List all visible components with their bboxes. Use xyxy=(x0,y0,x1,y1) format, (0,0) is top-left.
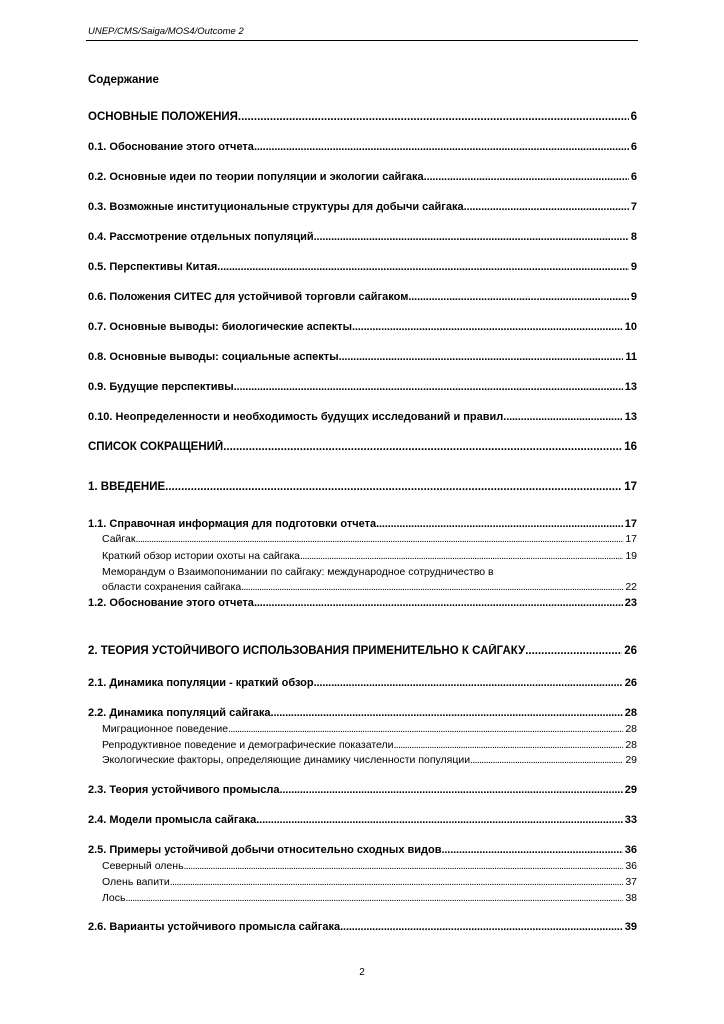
dot-leader xyxy=(241,580,623,594)
toc-entry-page: 17 xyxy=(624,481,637,493)
toc-entry[interactable] xyxy=(88,380,637,394)
dot-leader xyxy=(271,706,623,720)
toc-entry[interactable] xyxy=(88,580,637,594)
toc-entry-page: 8 xyxy=(630,231,637,243)
toc-entry-page: 36 xyxy=(625,860,637,872)
toc-entry[interactable] xyxy=(88,596,637,610)
toc-entry[interactable] xyxy=(88,110,637,124)
dot-leader xyxy=(223,440,622,454)
toc-entry-title: Лось xyxy=(102,892,126,904)
dot-leader xyxy=(352,320,623,334)
toc-entry-page: 39 xyxy=(624,921,637,933)
dot-leader xyxy=(228,722,623,736)
dot-leader xyxy=(424,170,629,184)
toc-entry-title: Краткий обзор истории охоты на сайгака xyxy=(102,550,301,562)
dot-leader xyxy=(254,140,629,154)
dot-leader xyxy=(340,920,623,934)
toc-entry-page: 19 xyxy=(625,550,637,562)
toc-entry-title: 2. ТЕОРИЯ УСТОЙЧИВОГО ИСПОЛЬЗОВАНИЯ ПРИМЕНИТЕЛЬНО К САЙГАКУ xyxy=(88,645,526,657)
toc-entry[interactable] xyxy=(88,140,637,154)
dot-leader xyxy=(314,676,623,690)
header-rule xyxy=(86,40,638,41)
toc-entry[interactable] xyxy=(88,738,637,752)
toc-entry[interactable] xyxy=(88,644,637,658)
dot-leader xyxy=(238,110,629,124)
toc-entry[interactable] xyxy=(88,891,637,905)
toc-entry[interactable] xyxy=(88,200,637,214)
toc-entry-page: 17 xyxy=(624,518,637,530)
dot-leader xyxy=(441,843,622,857)
toc-entry-page: 26 xyxy=(624,677,637,689)
toc-entry[interactable] xyxy=(88,843,637,857)
toc-entry[interactable] xyxy=(88,260,637,274)
toc-entry-title: 0.1. Обоснование этого отчета xyxy=(88,141,254,153)
toc-entry-title: 2.4. Модели промысла сайгака xyxy=(88,814,257,826)
toc-entry-page: 9 xyxy=(630,291,637,303)
toc-entry[interactable] xyxy=(88,722,637,736)
toc-entry[interactable] xyxy=(88,532,637,546)
toc-entry-page: 13 xyxy=(624,381,637,393)
toc-entry-title: 0.6. Положения СИТЕС для устойчивой торговли сайгаком xyxy=(88,291,409,303)
toc-entry-page: 6 xyxy=(630,141,637,153)
dot-leader xyxy=(314,230,629,244)
toc-entry-page: 7 xyxy=(630,201,637,213)
dot-leader xyxy=(254,596,623,610)
toc-entry[interactable] xyxy=(88,676,637,690)
toc-entry[interactable] xyxy=(88,320,637,334)
toc-entry-title: 0.2. Основные идеи по теории популяции и экологии сайгака xyxy=(88,171,424,183)
dot-leader xyxy=(464,200,629,214)
dot-leader xyxy=(503,410,622,424)
toc-title: Содержание xyxy=(88,74,159,86)
toc-entry-page: 23 xyxy=(624,597,637,609)
toc-entry-page: 33 xyxy=(624,814,637,826)
toc-entry-page: 6 xyxy=(630,111,637,123)
toc-entry[interactable] xyxy=(88,480,637,494)
dot-leader xyxy=(525,644,622,658)
toc-entry-title: 2.5. Примеры устойчивой добычи относительно сходных видов xyxy=(88,844,442,856)
toc-entry[interactable] xyxy=(88,170,637,184)
toc-entry-page: 17 xyxy=(625,533,637,545)
toc-entry-title: 0.8. Основные выводы: социальные аспекты xyxy=(88,351,339,363)
toc-entry-title: Экологические факторы, определяющие динамику численности популяции xyxy=(102,754,471,766)
toc-entry-title: 2.6. Варианты устойчивого промысла сайгака xyxy=(88,921,341,933)
toc-entry[interactable] xyxy=(88,706,637,720)
toc-entry-title: 2.2. Динамика популяций сайгака xyxy=(88,707,271,719)
dot-leader xyxy=(300,549,623,563)
toc-entry-page: 9 xyxy=(630,261,637,273)
page-number: 2 xyxy=(359,967,365,978)
toc-entry[interactable] xyxy=(88,549,637,563)
toc-entry-page: 22 xyxy=(625,581,637,593)
toc-entry[interactable] xyxy=(88,783,637,797)
toc-entry-page: 11 xyxy=(625,351,637,363)
toc-entry-page: 28 xyxy=(625,723,637,735)
toc-entry-title: 1.2. Обоснование этого отчета xyxy=(88,597,254,609)
toc-entry-title: 2.3. Теория устойчивого промысла xyxy=(88,784,280,796)
toc-entry-title: 0.7. Основные выводы: биологические аспекты xyxy=(88,321,352,333)
toc-entry-title: Меморандум о Взаимопонимании по сайгаку: международное сотрудничество в xyxy=(102,566,494,578)
toc-entry-title: 2.1. Динамика популяции - краткий обзор xyxy=(88,677,314,689)
toc-entry[interactable] xyxy=(88,230,637,244)
toc-entry[interactable] xyxy=(88,350,637,364)
toc-entry-page: 13 xyxy=(624,411,637,423)
toc-entry[interactable] xyxy=(88,813,637,827)
toc-entry[interactable] xyxy=(88,517,637,531)
toc-entry[interactable] xyxy=(88,859,637,873)
toc-entry-page: 36 xyxy=(624,844,637,856)
toc-entry-page: 29 xyxy=(624,784,637,796)
dot-leader xyxy=(376,517,623,531)
toc-entry-title: Сайгак xyxy=(102,533,136,545)
toc-entry-page: 28 xyxy=(624,707,637,719)
dot-leader xyxy=(135,532,623,546)
toc-entry-title: 0.5. Перспективы Китая xyxy=(88,261,218,273)
dot-leader xyxy=(470,753,623,767)
dot-leader xyxy=(184,859,624,873)
toc-entry-continuation: области сохранения сайгака xyxy=(102,581,242,593)
toc-entry[interactable] xyxy=(88,290,637,304)
dot-leader xyxy=(279,783,622,797)
toc-entry-title: Миграционное поведение xyxy=(102,723,229,735)
dot-leader xyxy=(125,891,623,905)
toc-entry-title: Репродуктивное поведение и демографические показатели xyxy=(102,739,394,751)
toc-entry-title: ОСНОВНЫЕ ПОЛОЖЕНИЯ xyxy=(88,111,238,123)
toc-entry-page: 37 xyxy=(625,876,637,888)
toc-entry-page: 28 xyxy=(625,739,637,751)
toc-entry-page: 29 xyxy=(625,754,637,766)
dot-leader xyxy=(165,480,622,494)
dot-leader xyxy=(234,380,623,394)
dot-leader xyxy=(394,738,624,752)
toc-entry-title: 1.1. Справочная информация для подготовки отчета xyxy=(88,518,377,530)
toc-entry[interactable] xyxy=(88,440,637,454)
toc-entry-title: 0.9. Будущие перспективы xyxy=(88,381,234,393)
toc-entry[interactable] xyxy=(88,753,637,767)
dot-leader xyxy=(408,290,629,304)
toc-entry-page: 10 xyxy=(624,321,637,333)
dot-leader xyxy=(170,875,624,889)
toc-entry[interactable] xyxy=(88,920,637,934)
toc-entry-title: 1. ВВЕДЕНИЕ xyxy=(88,481,166,493)
toc-entry[interactable] xyxy=(88,875,637,889)
dot-leader xyxy=(217,260,629,274)
toc-entry[interactable] xyxy=(88,410,637,424)
toc-entry-page: 38 xyxy=(625,892,637,904)
dot-leader xyxy=(256,813,623,827)
dot-leader xyxy=(339,350,624,364)
toc-entry-page: 26 xyxy=(624,645,637,657)
toc-entry-title: Олень вапити xyxy=(102,876,170,888)
running-header: UNEP/CMS/Saiga/MOS4/Outcome 2 xyxy=(88,26,244,37)
toc-entry-title: 0.3. Возможные институциональные структуры для добычи сайгака xyxy=(88,201,464,213)
toc-entry-title: СПИСОК СОКРАЩЕНИЙ xyxy=(88,441,224,453)
toc-entry-title: 0.10. Неопределенности и необходимость будущих исследований и правил xyxy=(88,411,504,423)
toc-entry-page: 16 xyxy=(624,441,637,453)
toc-entry-page: 6 xyxy=(630,171,637,183)
toc-entry-title: 0.4. Рассмотрение отдельных популяций xyxy=(88,231,314,243)
toc-entry-title: Северный олень xyxy=(102,860,184,872)
